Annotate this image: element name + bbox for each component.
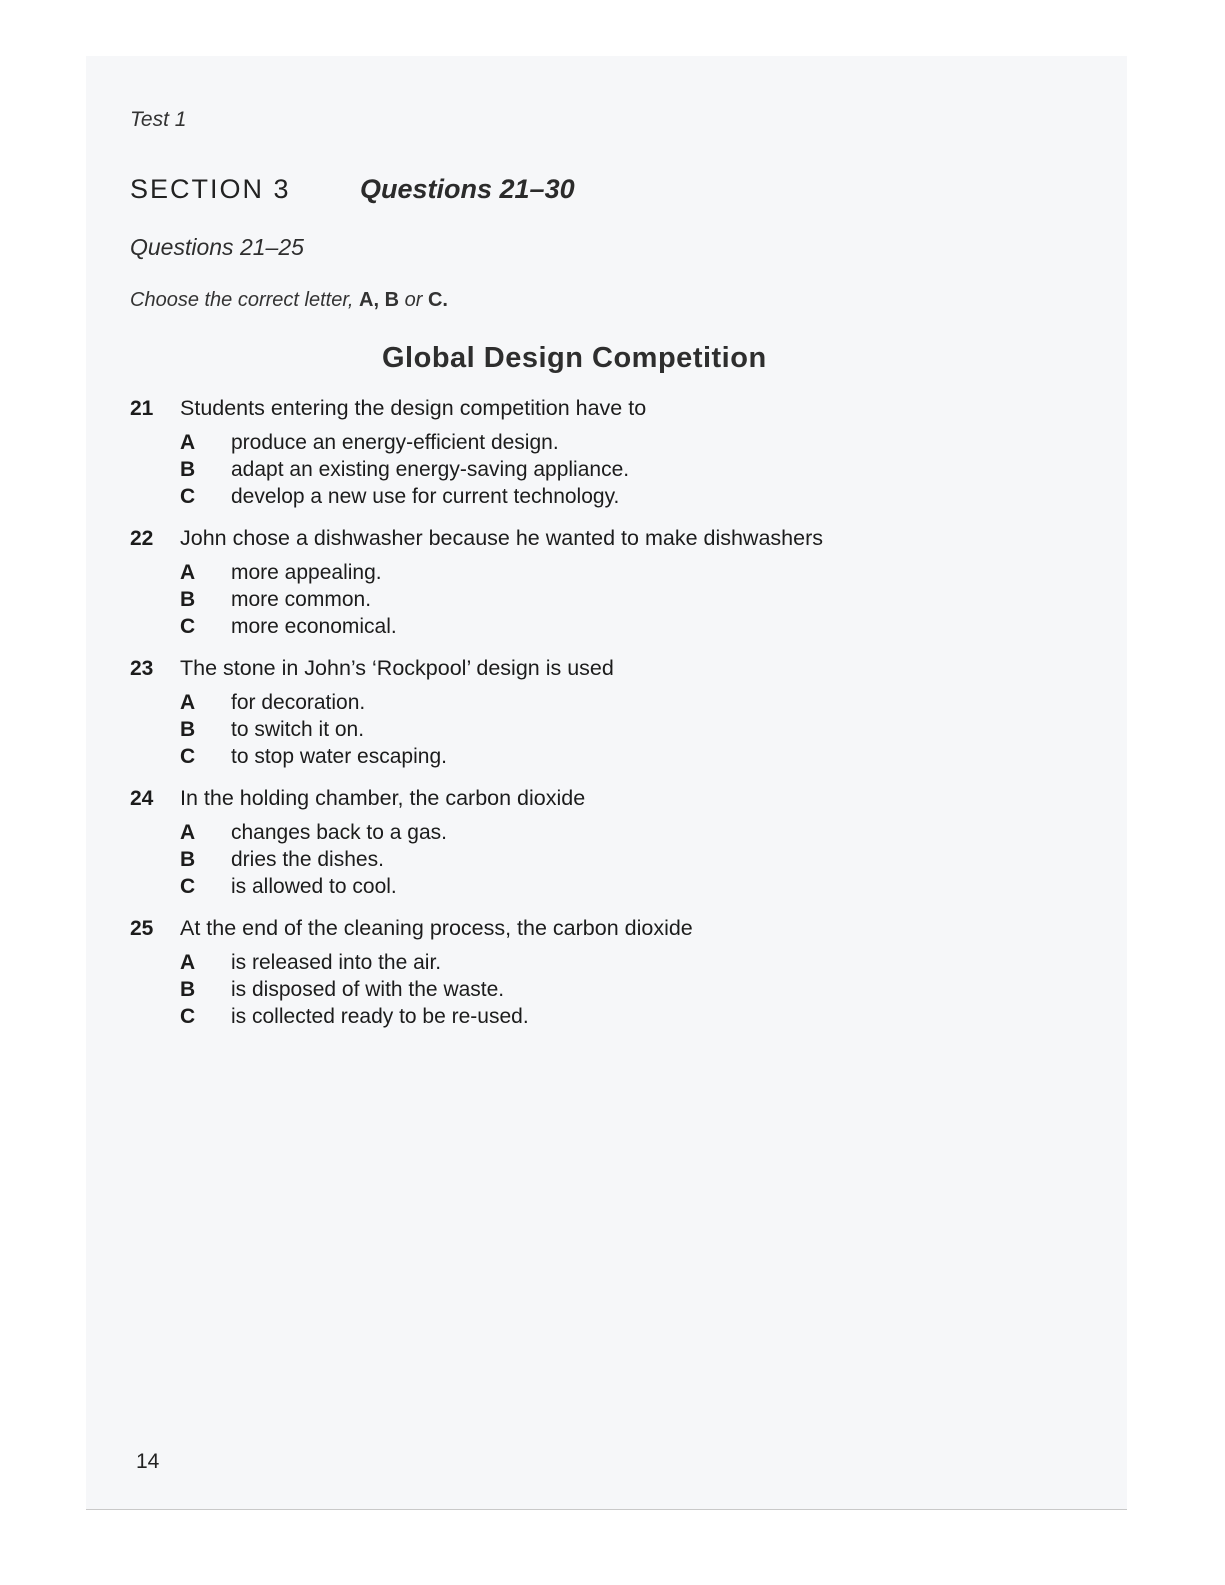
option-text: develop a new use for current technology. xyxy=(231,485,620,508)
section-title: SECTION 3 xyxy=(130,174,291,204)
option-b[interactable] xyxy=(180,718,1090,745)
option-list xyxy=(180,431,1090,512)
option-a[interactable] xyxy=(180,691,1090,718)
option-c[interactable] xyxy=(180,615,1090,642)
option-letter: A xyxy=(180,431,196,454)
instruction-letter-c: C. xyxy=(427,289,448,311)
option-c[interactable] xyxy=(180,745,1090,772)
question-stem: Students entering the design competition have to xyxy=(180,396,647,420)
option-b[interactable] xyxy=(180,458,1090,485)
option-text: produce an energy-efficient design. xyxy=(231,431,559,454)
option-c[interactable] xyxy=(180,485,1090,512)
question-list xyxy=(130,396,1090,1046)
option-c[interactable] xyxy=(180,1005,1090,1032)
instruction xyxy=(130,289,448,312)
question-number: 21 xyxy=(130,397,154,420)
option-text: more appealing. xyxy=(231,561,382,584)
question-stem: In the holding chamber, the carbon dioxide xyxy=(180,786,586,810)
option-list xyxy=(180,561,1090,642)
option-a[interactable] xyxy=(180,821,1090,848)
document-page xyxy=(86,56,1127,1510)
instruction-letter-a: A, xyxy=(359,289,380,311)
option-b[interactable] xyxy=(180,848,1090,875)
option-text: more common. xyxy=(231,588,372,611)
question-number: 22 xyxy=(130,527,154,550)
option-c[interactable] xyxy=(180,875,1090,902)
question-21 xyxy=(130,396,1090,512)
option-text: to stop water escaping. xyxy=(231,745,447,768)
option-letter: B xyxy=(180,718,196,741)
question-25 xyxy=(130,916,1090,1032)
question-number: 25 xyxy=(130,917,154,940)
option-text: dries the dishes. xyxy=(231,848,384,871)
option-letter: C xyxy=(180,875,196,898)
option-b[interactable] xyxy=(180,588,1090,615)
question-stem: John chose a dishwasher because he wanted to make dishwashers xyxy=(180,526,823,550)
question-number: 24 xyxy=(130,787,154,810)
option-a[interactable] xyxy=(180,951,1090,978)
option-b[interactable] xyxy=(180,978,1090,1005)
question-23 xyxy=(130,656,1090,772)
competition-title: Global Design Competition xyxy=(382,342,767,374)
option-text: is disposed of with the waste. xyxy=(231,978,505,1001)
option-letter: C xyxy=(180,1005,196,1028)
question-stem: At the end of the cleaning process, the carbon dioxide xyxy=(180,916,693,940)
option-letter: B xyxy=(180,848,196,871)
option-list xyxy=(180,951,1090,1032)
option-text: adapt an existing energy-saving appliance. xyxy=(231,458,630,481)
option-text: for decoration. xyxy=(231,691,366,714)
instruction-letter-b: B xyxy=(384,289,400,311)
option-text: is allowed to cool. xyxy=(231,875,397,898)
option-a[interactable] xyxy=(180,431,1090,458)
option-letter: A xyxy=(180,821,196,844)
section-questions-range: Questions 21–30 xyxy=(360,174,575,204)
question-number: 23 xyxy=(130,657,154,680)
option-letter: C xyxy=(180,615,196,638)
option-text: is released into the air. xyxy=(231,951,442,974)
option-a[interactable] xyxy=(180,561,1090,588)
question-24 xyxy=(130,786,1090,902)
option-list xyxy=(180,691,1090,772)
option-letter: C xyxy=(180,745,196,768)
running-head: Test 1 xyxy=(130,108,187,131)
option-letter: A xyxy=(180,561,196,584)
instruction-connector: or xyxy=(404,289,423,311)
option-letter: B xyxy=(180,458,196,481)
page-number: 14 xyxy=(136,1450,160,1473)
question-22 xyxy=(130,526,1090,642)
option-text: to switch it on. xyxy=(231,718,365,741)
option-text: changes back to a gas. xyxy=(231,821,447,844)
option-letter: B xyxy=(180,588,196,611)
question-stem: The stone in John’s ‘Rockpool’ design is used xyxy=(180,656,614,680)
option-letter: B xyxy=(180,978,196,1001)
option-letter: A xyxy=(180,691,196,714)
option-text: more economical. xyxy=(231,615,397,638)
instruction-prefix: Choose the correct letter, xyxy=(130,289,354,311)
option-list xyxy=(180,821,1090,902)
option-letter: C xyxy=(180,485,196,508)
option-text: is collected ready to be re-used. xyxy=(231,1005,529,1028)
questions-subheading: Questions 21–25 xyxy=(130,234,304,260)
option-letter: A xyxy=(180,951,196,974)
